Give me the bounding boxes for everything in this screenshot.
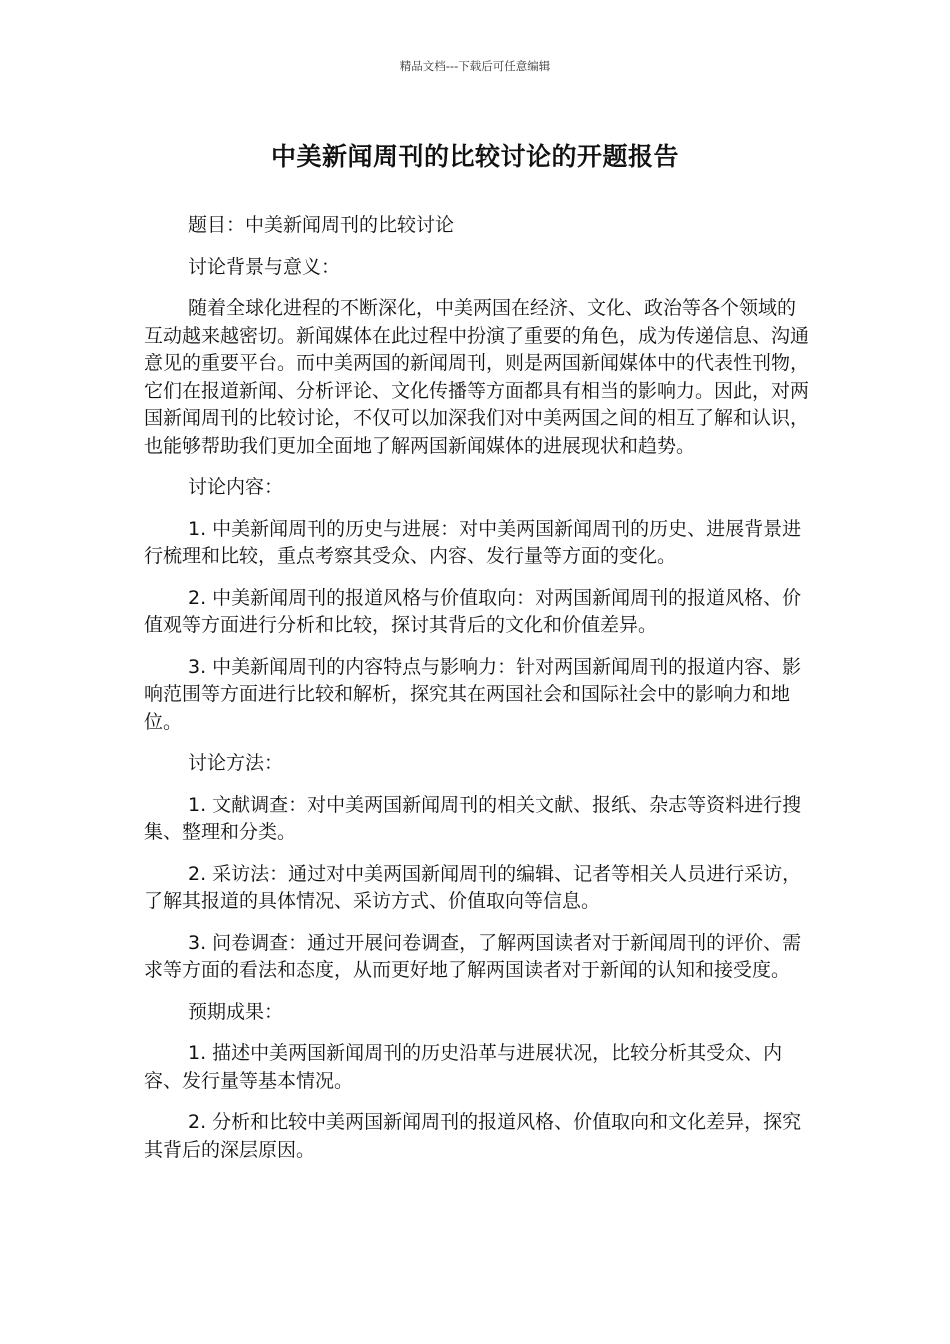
paragraph-method-2: 2. 采访法：通过对中美两国新闻周刊的编辑、记者等相关人员进行采访，了解其报道的具体情况、采访方式、价值取向等信息。: [144, 862, 802, 912]
heading-content: 讨论内容：: [188, 476, 284, 498]
paragraph-background: 随着全球化进程的不断深化，中美两国在经济、文化、政治等各个领域的互动越来越密切。新闻媒体在此过程中扮演了重要的角色，成为传递信息、沟通意见的重要平台。而中美两国的新闻周刊，则是两国新闻媒体中的代表性刊物，它们在报道新闻、分析评论、文化传播等方面都具有相当的影响力。因此，对两国新闻周刊的比较讨论，不仅可以加深我们对中美两国之间的相互了解和认识，也能够帮助我们更加全面地了解两国新闻媒体的进展现状和趋势。: [144, 297, 810, 457]
paragraph-topic: 题目：中美新闻周刊的比较讨论: [188, 214, 455, 236]
paragraph-method-1: 1. 文献调查：对中美两国新闻周刊的相关文献、报纸、杂志等资料进行搜集、整理和分类。: [144, 793, 802, 843]
paragraph-method-3: 3. 问卷调查：通过开展问卷调查，了解两国读者对于新闻周刊的评价、需求等方面的看法和态度，从而更好地了解两国读者对于新闻的认知和接受度。: [144, 931, 802, 981]
page-header: 精品文档---下载后可任意编辑: [399, 59, 551, 73]
paragraph-content-1: 1. 中美新闻周刊的历史与进展：对中美两国新闻周刊的历史、进展背景进行梳理和比较，重点考察其受众、内容、发行量等方面的变化。: [144, 517, 802, 567]
heading-background: 讨论背景与意义：: [188, 255, 341, 278]
heading-outcome: 预期成果：: [188, 1000, 284, 1023]
document-title: 中美新闻周刊的比较讨论的开题报告: [270, 142, 679, 171]
paragraph-outcome-1: 1. 描述中美两国新闻周刊的历史沿革与进展状况，比较分析其受众、内容、发行量等基本情况。: [144, 1042, 783, 1092]
document-body: [144, 212, 810, 1178]
paragraph-content-2: 2. 中美新闻周刊的报道风格与价值取向：对两国新闻周刊的报道风格、价值观等方面进行分析和比较，探讨其背后的文化和价值差异。: [144, 586, 802, 636]
paragraph-content-3: 3. 中美新闻周刊的内容特点与影响力：针对两国新闻周刊的报道内容、影响范围等方面进行比较和解析，探究其在两国社会和国际社会中的影响力和地位。: [144, 655, 802, 733]
paragraph-outcome-2: 2. 分析和比较中美两国新闻周刊的报道风格、价值取向和文化差异，探究其背后的深层原因。: [144, 1111, 802, 1161]
heading-method: 讨论方法：: [188, 752, 284, 774]
